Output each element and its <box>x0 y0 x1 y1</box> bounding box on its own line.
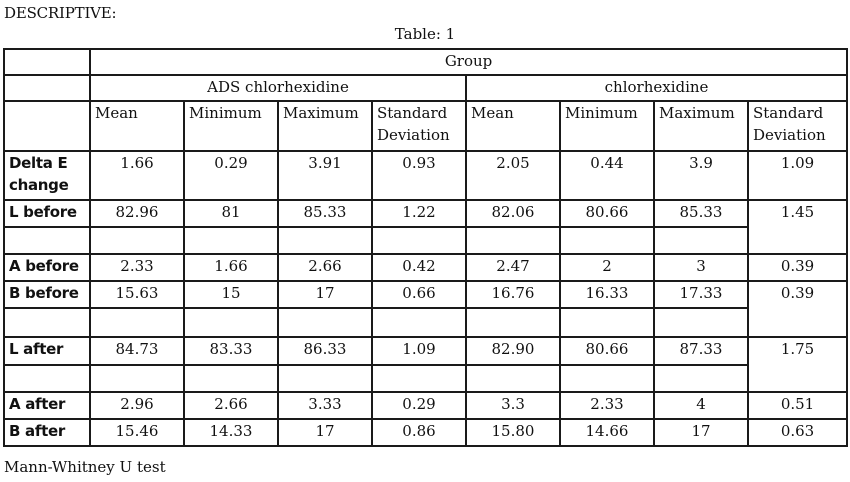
empty-corner-cell <box>4 75 90 101</box>
cell-value: 2.47 <box>466 254 560 281</box>
cell-value: 3.33 <box>278 392 372 419</box>
cell-value: 17 <box>654 419 748 446</box>
group-chlorhexidine: chlorhexidine <box>466 75 847 101</box>
empty-cell <box>4 365 90 392</box>
empty-cell <box>466 308 560 337</box>
table-row <box>4 337 847 365</box>
cell-value: 81 <box>184 200 278 227</box>
cell-value: 84.73 <box>90 337 184 365</box>
empty-cell <box>560 365 654 392</box>
col-header-mean: Mean <box>90 101 184 151</box>
table-row <box>4 392 847 419</box>
cell-value: 15 <box>184 281 278 308</box>
page-heading: DESCRIPTIVE: <box>4 4 117 22</box>
table-row <box>4 151 847 200</box>
cell-value: 86.33 <box>278 337 372 365</box>
cell-value: 1.66 <box>90 151 184 200</box>
empty-cell <box>278 227 372 254</box>
cell-value: 2 <box>560 254 654 281</box>
group-header-row <box>4 49 847 75</box>
cell-value: 17 <box>278 281 372 308</box>
row-label: L after <box>4 337 90 365</box>
cell-value: 0.42 <box>372 254 466 281</box>
empty-cell <box>466 227 560 254</box>
cell-value: 2.33 <box>90 254 184 281</box>
col-header-maximum: Maximum <box>278 101 372 151</box>
cell-value: 15.80 <box>466 419 560 446</box>
empty-cell <box>90 365 184 392</box>
cell-value: 17.33 <box>654 281 748 308</box>
empty-cell <box>372 308 466 337</box>
table-row <box>4 200 847 227</box>
col-header-standard-deviation: Standard Deviation <box>748 101 847 151</box>
cell-value: 0.29 <box>184 151 278 200</box>
row-label: B before <box>4 281 90 308</box>
cell-value: 3.91 <box>278 151 372 200</box>
cell-value: 1.09 <box>372 337 466 365</box>
group-ads-chlorhexidine: ADS chlorhexidine <box>90 75 466 101</box>
table-row <box>4 254 847 281</box>
row-label: B after <box>4 419 90 446</box>
cell-value: 2.66 <box>278 254 372 281</box>
cell-value: 0.86 <box>372 419 466 446</box>
empty-cell <box>372 365 466 392</box>
empty-cell <box>184 227 278 254</box>
cell-value: 82.90 <box>466 337 560 365</box>
cell-value: 3 <box>654 254 748 281</box>
cell-value: 16.33 <box>560 281 654 308</box>
cell-value: 2.96 <box>90 392 184 419</box>
empty-cell <box>90 308 184 337</box>
row-label: A before <box>4 254 90 281</box>
col-header-maximum: Maximum <box>654 101 748 151</box>
empty-corner-cell <box>4 101 90 151</box>
cell-value: 1.75 <box>748 337 847 392</box>
empty-cell <box>654 308 748 337</box>
cell-value: 16.76 <box>466 281 560 308</box>
stat-header-row <box>4 101 847 151</box>
table-row <box>4 281 847 308</box>
cell-value: 0.39 <box>748 254 847 281</box>
cell-value: 14.66 <box>560 419 654 446</box>
cell-value: 2.33 <box>560 392 654 419</box>
cell-value: 1.22 <box>372 200 466 227</box>
empty-cell <box>4 227 90 254</box>
col-header-mean: Mean <box>466 101 560 151</box>
cell-value: 0.39 <box>748 281 847 337</box>
empty-cell <box>560 227 654 254</box>
spacer-row <box>4 227 847 254</box>
cell-value: 0.66 <box>372 281 466 308</box>
cell-value: 0.63 <box>748 419 847 446</box>
cell-value: 3.3 <box>466 392 560 419</box>
cell-value: 82.96 <box>90 200 184 227</box>
empty-cell <box>90 227 184 254</box>
table-row <box>4 419 847 446</box>
cell-value: 15.63 <box>90 281 184 308</box>
empty-cell <box>372 227 466 254</box>
empty-cell <box>560 308 654 337</box>
subgroup-header-row <box>4 75 847 101</box>
spacer-row <box>4 365 847 392</box>
empty-cell <box>278 308 372 337</box>
empty-cell <box>466 365 560 392</box>
cell-value: 0.93 <box>372 151 466 200</box>
group-header: Group <box>90 49 847 75</box>
row-label: A after <box>4 392 90 419</box>
cell-value: 2.05 <box>466 151 560 200</box>
empty-cell <box>184 365 278 392</box>
empty-cell <box>184 308 278 337</box>
cell-value: 80.66 <box>560 337 654 365</box>
cell-value: 85.33 <box>278 200 372 227</box>
spacer-row <box>4 308 847 337</box>
cell-value: 85.33 <box>654 200 748 227</box>
cell-value: 0.44 <box>560 151 654 200</box>
cell-value: 3.9 <box>654 151 748 200</box>
footnote: Mann-Whitney U test <box>4 458 166 476</box>
empty-cell <box>654 365 748 392</box>
table-caption: Table: 1 <box>394 25 456 43</box>
cell-value: 80.66 <box>560 200 654 227</box>
cell-value: 1.66 <box>184 254 278 281</box>
cell-value: 0.29 <box>372 392 466 419</box>
empty-cell <box>4 308 90 337</box>
col-header-minimum: Minimum <box>560 101 654 151</box>
empty-cell <box>654 227 748 254</box>
cell-value: 1.45 <box>748 200 847 254</box>
empty-cell <box>278 365 372 392</box>
cell-value: 0.51 <box>748 392 847 419</box>
empty-corner-cell <box>4 49 90 75</box>
row-label: L before <box>4 200 90 227</box>
cell-value: 14.33 <box>184 419 278 446</box>
col-header-minimum: Minimum <box>184 101 278 151</box>
cell-value: 83.33 <box>184 337 278 365</box>
cell-value: 1.09 <box>748 151 847 200</box>
cell-value: 2.66 <box>184 392 278 419</box>
cell-value: 17 <box>278 419 372 446</box>
descriptive-stats-table <box>3 48 848 447</box>
col-header-standard-deviation: Standard Deviation <box>372 101 466 151</box>
cell-value: 82.06 <box>466 200 560 227</box>
cell-value: 4 <box>654 392 748 419</box>
cell-value: 87.33 <box>654 337 748 365</box>
row-label: Delta E change <box>4 151 90 200</box>
cell-value: 15.46 <box>90 419 184 446</box>
